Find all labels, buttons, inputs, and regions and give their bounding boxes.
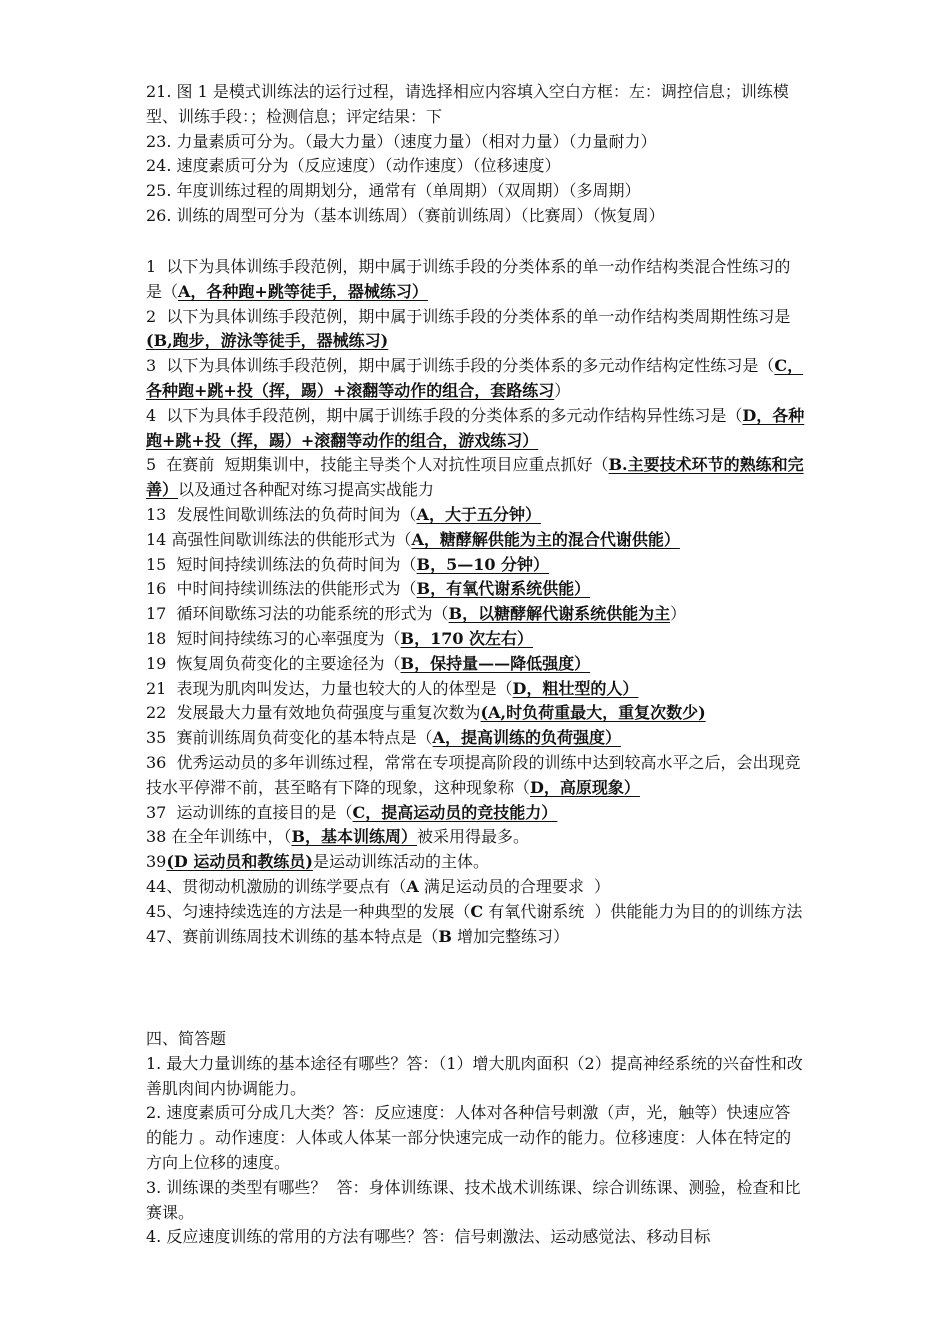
- choice-item: 35 赛前训练周负荷变化的基本特点是（A，提高训练的负荷强度）: [146, 728, 621, 748]
- choice-item: 44、贯彻动机激励的训练学要点有（A 满足运动员的合理要求 ）: [146, 876, 611, 896]
- choice-item: 37 运动训练的直接目的是（C，提高运动员的竞技能力）: [146, 802, 558, 822]
- short-answer-item: 3. 训练课的类型有哪些？ 答：身体训练课、技术战术训练课、综合训练课、测验，检查和比赛课。: [146, 1177, 801, 1222]
- section-title: 四、简答题: [146, 1029, 227, 1048]
- fill-item-21: 21. 图 1 是模式训练法的运行过程，请选择相应内容填入空白方框：左：调控信息；训练模型、训练手段：；检测信息；评定结果：下: [146, 82, 789, 126]
- choice-item: 22 发展最大力量有效地负荷强度与重复次数为(A,时负荷重最大，重复次数少): [146, 703, 706, 723]
- choice-item: 16 中时间持续训练法的供能形式为（B，有氧代谢系统供能）: [146, 579, 591, 599]
- fill-item-26: 26. 训练的周型可分为（基本训练周）（赛前训练周）（比赛周）（恢复周）: [146, 205, 665, 225]
- choice-item: 13 发展性间歇训练法的负荷时间为（A，大于五分钟）: [146, 504, 541, 524]
- choice-section: [146, 255, 806, 949]
- fill-item-23: 23. 力量素质可分为。（最大力量）（速度力量）（相对力量）（力量耐力）: [146, 131, 657, 151]
- choice-item: 19 恢复周负荷变化的主要途径为（B，保持量——降低强度）: [146, 653, 591, 673]
- choice-item: 5 在赛前 短期集训中，技能主导类个人对抗性项目应重点抓好（B.主要技术环节的熟练和完善）以及通过各种配对练习提高实战能力: [146, 455, 804, 500]
- fill-item-25: 25. 年度训练过程的周期划分，通常有（单周期）（双周期）（多周期）: [146, 181, 641, 201]
- choice-item: 2 以下为具体训练手段范例，期中属于训练手段的分类体系的单一动作结构类周期性练习是(B,跑步，游泳等徒手，器械练习): [146, 306, 791, 351]
- choice-item: 45、匀速持续选连的方法是一种典型的发展（C 有氧代谢系统 ）供能能力为目的的训练方法: [146, 901, 803, 921]
- choice-item: 18 短时间持续练习的心率强度为（B，170 次左右）: [146, 628, 534, 648]
- choice-item: 15 短时间持续训练法的负荷时间为（B，5—10 分钟）: [146, 554, 550, 574]
- short-answer-item: 2. 速度素质可分成几大类？答：反应速度：人体对各种信号刺激（声，光，触等）快速应答的能力 。动作速度：人体或人体某一部分快速完成一动作的能力。位移速度：人体在特定的方向上位移的速度。: [146, 1103, 792, 1172]
- short-answer-item: 4. 反应速度训练的常用的方法有哪些？答：信号刺激法、运动感觉法、移动目标: [146, 1227, 711, 1247]
- choice-item: 21 表现为肌肉叫发达，力量也较大的人的体型是（D，粗壮型的人）: [146, 678, 639, 698]
- choice-item: 14 高强性间歇训练法的供能形式为（A，糖酵解供能为主的混合代谢供能）: [146, 529, 680, 549]
- fill-in-section: [146, 80, 806, 229]
- choice-item: 47、赛前训练周技术训练的基本特点是（B 增加完整练习）: [146, 926, 569, 946]
- choice-item: 1 以下为具体训练手段范例，期中属于训练手段的分类体系的单一动作结构类混合性练习的是（A，各种跑+跳等徒手，器械练习）: [146, 257, 791, 301]
- fill-item-24: 24. 速度素质可分为（反应速度）（动作速度）（位移速度）: [146, 156, 561, 176]
- choice-item: 36 优秀运动员的多年训练过程，常常在专项提高阶段的训练中达到较高水平之后，会出现竞技水平停滞不前，甚至略有下降的现象，这种现象称（D，高原现象）: [146, 752, 801, 797]
- short-answer-section: [146, 1027, 806, 1250]
- choice-item: 38 在全年训练中，（B，基本训练周）被采用得最多。: [146, 827, 529, 847]
- short-answer-item: 1. 最大力量训练的基本途径有哪些？答：（1）增大肌肉面积（2）提高神经系统的兴奋性和改善肌肉间内协调能力。: [146, 1053, 803, 1098]
- choice-item: 4 以下为具体手段范例，期中属于训练手段的分类体系的多元动作结构异性练习是（D，各种跑+跳+投（挥，踢）+滚翻等动作的组合，游戏练习）: [146, 405, 805, 450]
- choice-item: 39(D 运动员和教练员)是运动训练活动的主体。: [146, 852, 489, 872]
- choice-item: 3 以下为具体训练手段范例，期中属于训练手段的分类体系的多元动作结构定性练习是（C，各种跑+跳+投（挥，踢）+滚翻等动作的组合，套路练习）: [146, 356, 804, 400]
- choice-item: 17 循环间歇练习法的功能系统的形式为（B，以糖酵解代谢系统供能为主）: [146, 604, 687, 624]
